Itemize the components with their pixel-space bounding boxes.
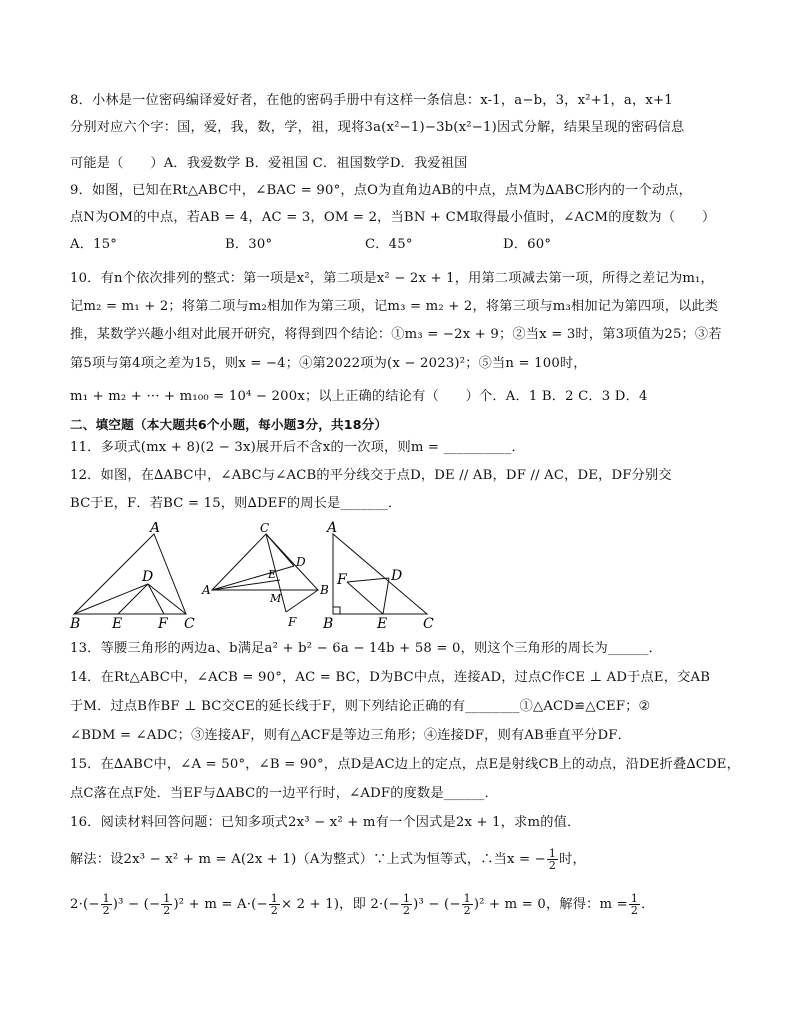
figure-3-triangle	[323, 520, 435, 630]
q10-line-2: 记m₂ = m₁ + 2；将第二项与m₂相加作为第三项，记m₃ = m₂ + 2，将第三项与m₃相加记为第四项，以此类	[70, 299, 719, 314]
fig2-label-d: D	[296, 555, 306, 569]
fraction-half: $\frac{1}{2}$	[402, 892, 411, 917]
q14-line-2: 于M．过点B作BF ⊥ BC交CE的延长线于F，则下列结论正确的有________①△ACD≌△CEF；②	[70, 699, 651, 714]
fig2-label-f: F	[288, 615, 297, 629]
solution-1-tail: 时，	[559, 852, 586, 867]
q10-line-5: m₁ + m₂ + ··· + m₁₀₀ = 10⁴ − 200x；以上正确的结论有（ ）个．A．1 B．2 C．3 D．4	[70, 389, 648, 404]
q8-line-3: 可能是（ ）A．我爱数学 B．爱祖国 C．祖国数学D．我爱祖国	[70, 156, 468, 171]
fig3-label-c: C	[423, 616, 434, 630]
q9-option-b: B．30°	[225, 237, 273, 252]
q12-line-1: 12．如图，在∆ABC中，∠ABC与∠ACB的平分线交于点D，DE // AB，DF // AC，DE，DF分别交	[70, 468, 672, 483]
fig3-label-b: B	[323, 616, 334, 630]
fig3-label-a: A	[327, 520, 338, 536]
q8-line-2: 分别对应六个字：国，爱，我，数，学，祖，现将3a(x²−1)−3b(x²−1)因式分解，结果呈现的密码信息	[70, 120, 685, 135]
solution-1-text: 解法：设2x³ − x² + m = A(2x + 1)（A为整式）∵上式为恒等式，∴当x = −	[70, 852, 546, 867]
q15-line-2: 点C落在点F处．当EF与∆ABC的一边平行时，∠ADF的度数是______．	[70, 786, 498, 801]
q9-option-d: D．60°	[503, 237, 552, 252]
fraction-half: $\frac{1}{2}$	[463, 892, 471, 917]
q10-line-4: 第5项与第4项之差为15，则x = −4；④第2022项为(x − 2023)²；⑤当n = 100时，	[70, 356, 587, 371]
fig3-label-f: F	[337, 572, 347, 588]
q10-line-1: 10．有n个依次排列的整式：第一项是x²，第二项是x² − 2x + 1，用第二项减去第一项，所得之差记为m₁，	[70, 271, 714, 286]
fig2-label-c: C	[260, 522, 270, 535]
fig2-label-m: M	[270, 592, 282, 605]
fraction-half: $\frac{1}{2}$	[630, 892, 639, 917]
fig2-label-e: E	[268, 568, 277, 581]
fig1-label-b: B	[70, 616, 81, 630]
q9-option-a: A．15°	[70, 237, 118, 252]
section-2-heading: 二、填空题（本大题共6个小题，每小题3分，共18分）	[70, 417, 388, 432]
figure-2-triangle	[200, 522, 332, 630]
fraction-half: $\frac{1}{2}$	[163, 892, 171, 917]
q11-line: 11．多项式(mx + 8)(2 − 3x)展开后不含x的一次项，则m = __________．	[70, 440, 525, 455]
fig3-label-d: D	[391, 568, 403, 584]
q9-option-c: C．45°	[365, 237, 413, 252]
fig1-label-a: A	[150, 522, 161, 536]
fig2-label-a: A	[202, 583, 211, 597]
fig3-label-e: E	[377, 616, 388, 630]
solution-line-1	[70, 848, 742, 871]
fraction-half: $\frac{1}{2}$	[548, 847, 557, 872]
q14-line-1: 14．在Rt△ABC中，∠ACB = 90°，AC = BC，D为BC中点，连接AD，过点C作CE ⊥ AD于点E，交AB	[70, 670, 711, 685]
fraction-half: $\frac{1}{2}$	[102, 892, 110, 917]
q13-line: 13．等腰三角形的两边a、b满足a² + b² − 6a − 14b + 58 = 0，则这个三角形的周长为______．	[70, 641, 663, 656]
figure-1-triangle	[66, 522, 200, 630]
q16-line: 16．阅读材料回答问题：已知多项式2x³ − x² + m有一个因式是2x + 1，求m的值．	[70, 815, 581, 830]
q14-line-3: ∠BDM = ∠ADC；③连接AF，则有△ACF是等边三角形；④连接DF，则有AB垂直平分DF．	[70, 728, 632, 743]
fig1-label-f: F	[158, 616, 168, 630]
q10-line-3: 推，某数学兴趣小组对此展开研究，将得到四个结论：①m₃ = −2x + 9；②当x = 3时，第3项值为25；③若	[70, 327, 722, 342]
fig2-label-b: B	[320, 583, 329, 597]
q9-line-1: 9．如图，已知在Rt△ABC中，∠BAC = 90°，点O为直角边AB的中点，点M为∆ABC形内的一个动点，	[70, 183, 692, 198]
solution-line-2: 2·(− $\frac{1}{2}$ )³ − (− $\frac{1}{2}$ )² + m = A·(− $\frac{1}{2}$ × 2 + 1)，即 2·(− $\frac{1}{2}$ )³ − (− $\frac{1}{2}$ )² + m = 0，解得：m = $\frac{1}{2}$ ．	[70, 892, 655, 917]
fig1-label-d: D	[142, 569, 154, 585]
q12-line-2: BC于E，F．若BC = 15，则∆DEF的周长是_______．	[70, 496, 402, 511]
q9-line-2: 点N为OM的中点，若AB = 4，AC = 3，OM = 2，当BN + CM取得最小值时，∠ACM的度数为（ ）	[70, 210, 716, 225]
q15-line-1: 15．在∆ABC中，∠A = 50°，∠B = 90°，点D是AC边上的定点，点E是射线CB上的动点，沿DE折叠∆CDE，	[70, 757, 741, 772]
q8-line-1: 8．小林是一位密码编译爱好者，在他的密码手册中有这样一条信息：x-1，a−b，3，x²+1，a，x+1	[70, 93, 673, 108]
fig1-label-e: E	[112, 616, 123, 630]
fraction-half: $\frac{1}{2}$	[270, 892, 278, 917]
fig1-label-c: C	[184, 616, 195, 630]
